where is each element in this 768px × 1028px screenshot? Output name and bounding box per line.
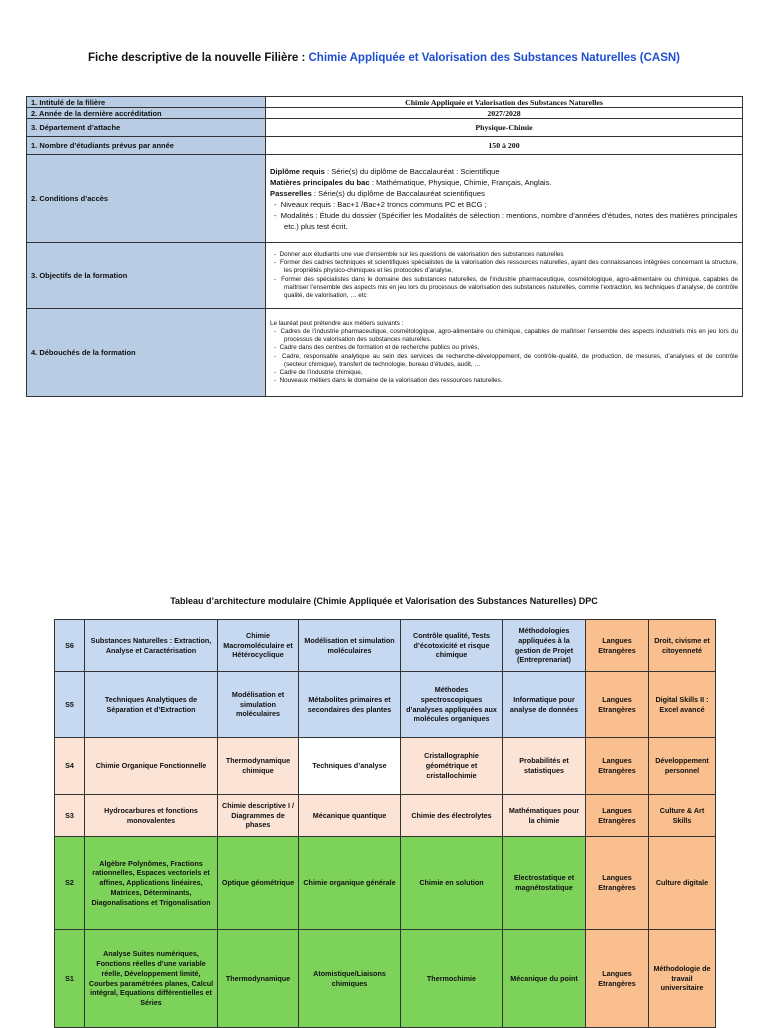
- conditions-matieres: Matières principales du bac : Mathématique, Physique, Chimie, Français, Anglais.: [270, 177, 552, 187]
- module-cell-langues: Langues Etrangères: [586, 837, 649, 930]
- module-cell: Modélisation et simulation moléculaires: [218, 672, 299, 738]
- module-cell: Algèbre Polynômes, Fractions rationnelles, Espaces vectoriels et affines, Applications linéaires, Matrices, Déterminants, Diagonalisations et Trigonalisation: [85, 837, 218, 930]
- module-cell: Techniques Analytiques de Séparation et d’Extraction: [85, 672, 218, 738]
- arch-row-s5: [55, 672, 716, 738]
- module-cell: Méthodologie de travail universitaire: [649, 930, 716, 1028]
- module-cell: Digital Skills II : Excel avancé: [649, 672, 716, 738]
- debouche-item: - Cadre, responsable analytique au sein des services de recherche-développement, de contrôle-qualité, de production, de mesures, d’analyses et de contrôle (secteur chimique), transfert de technologie, bureau d’études, audit, …: [270, 353, 738, 369]
- value-intitule: Chimie Appliquée et Valorisation des Substances Naturelles: [266, 97, 743, 108]
- value-departement: Physique-Chimie: [266, 119, 743, 137]
- debouche-item: - Cadres de l’industrie pharmaceutique, cosmétologique, agro-alimentaire ou chimique, capables de maîtriser l’ensemble des aspects industriels mis en jeu lors du processus de valorisation des substances naturelles.: [270, 328, 738, 344]
- arch-row-s3: [55, 795, 716, 837]
- module-cell: Thermochimie: [401, 930, 503, 1028]
- fiche-row-annee: [27, 108, 743, 119]
- module-cell: Droit, civisme et citoyenneté: [649, 620, 716, 672]
- label-annee: 2. Année de la dernière accréditation: [27, 108, 266, 119]
- conditions-passerelles: Passerelles : Série(s) du diplôme de Baccalauréat scientifiques: [270, 188, 485, 198]
- module-cell: Culture digitale: [649, 837, 716, 930]
- label-debouches: 4. Débouchés de la formation: [27, 309, 266, 397]
- module-cell: Chimie Organique Fonctionnelle: [85, 738, 218, 795]
- conditions-item: - Niveaux requis : Bac+1 /Bac+2 troncs communs PC et BCG ;: [270, 199, 738, 210]
- module-cell: Contrôle qualité, Tests d’écotoxicité et risque chimique: [401, 620, 503, 672]
- arch-row-s1: [55, 930, 716, 1028]
- page-title: [0, 52, 768, 64]
- module-cell: Modélisation et simulation moléculaires: [299, 620, 401, 672]
- debouche-item: - Cadre dans des centres de formation et de recherche publics ou privés,: [270, 344, 738, 352]
- conditions-diplome: Diplôme requis : Série(s) du diplôme de Baccalauréat : Scientifique: [270, 166, 500, 176]
- module-cell: Chimie Macromoléculaire et Hétérocyclique: [218, 620, 299, 672]
- arch-row-s2: [55, 837, 716, 930]
- module-cell: Métabolites primaires et secondaires des plantes: [299, 672, 401, 738]
- conditions-item: - Modalités : Étude du dossier (Spécifier les Modalités de sélection : mentions, nombre d’années d’études, notes des matières principales etc.) plus test écrit.: [270, 210, 738, 232]
- fiche-row-nombre: [27, 137, 743, 155]
- module-cell: Probabilités et statistiques: [503, 738, 586, 795]
- module-cell: Méthodes spectroscopiques d’analyses appliquées aux molécules organiques: [401, 672, 503, 738]
- module-cell: Analyse Suites numériques, Fonctions réelles d’une variable réelle, Développement limité, Courbes paramétrées planes, Calcul intégral, Equations différentielles et Séries: [85, 930, 218, 1028]
- fiche-table: [26, 96, 743, 397]
- label-conditions: 2. Conditions d’accès: [27, 155, 266, 243]
- module-cell: Informatique pour analyse de données: [503, 672, 586, 738]
- page-title-highlight: Chimie Appliquée et Valorisation des Substances Naturelles (CASN): [308, 52, 680, 64]
- fiche-row-debouches: [27, 309, 743, 397]
- objectif-item: - Former des spécialistes dans le domaine des substances naturelles, de l’industrie pharmaceutique, cosmétologique, agro-alimentaire ou chimique, capables de maîtriser l’ensemble des aspects mis en jeu lors du processus de valorisation des substances naturelles, comme l’extraction, les techniques d’analyse, de contrôle qualité, de valorisation, … etc: [270, 276, 738, 301]
- semester-label: S1: [55, 930, 85, 1028]
- debouches-intro: Le lauréat peut prétendre aux métiers suivants :: [270, 319, 404, 327]
- module-cell-langues: Langues Etrangères: [586, 620, 649, 672]
- value-conditions: [266, 155, 743, 243]
- value-objectifs: [266, 243, 743, 309]
- module-cell: Mécanique du point: [503, 930, 586, 1028]
- module-cell: Développement personnel: [649, 738, 716, 795]
- module-cell-langues: Langues Etrangères: [586, 738, 649, 795]
- module-cell: Mécanique quantique: [299, 795, 401, 837]
- module-cell-langues: Langues Etrangères: [586, 672, 649, 738]
- module-cell: Techniques d’analyse: [299, 738, 401, 795]
- module-cell: Méthodologies appliquées à la gestion de Projet (Entreprenariat): [503, 620, 586, 672]
- architecture-title: Tableau d’architecture modulaire (Chimie Appliquée et Valorisation des Substances Naturelles) DPC: [170, 596, 598, 606]
- module-cell: Electrostatique et magnétostatique: [503, 837, 586, 930]
- module-cell-langues: Langues Etrangères: [586, 930, 649, 1028]
- architecture-table: [54, 619, 716, 1028]
- arch-row-s6: [55, 620, 716, 672]
- module-cell: Atomistique/Liaisons chimiques: [299, 930, 401, 1028]
- module-cell: Optique géométrique: [218, 837, 299, 930]
- value-nombre: 150 à 200: [266, 137, 743, 155]
- module-cell: Thermodynamique chimique: [218, 738, 299, 795]
- debouche-item: - Nouveaux métiers dans le domaine de la valorisation des ressources naturelles.: [270, 377, 738, 385]
- module-cell: Hydrocarbures et fonctions monovalentes: [85, 795, 218, 837]
- fiche-row-conditions: [27, 155, 743, 243]
- fiche-row-intitule: [27, 97, 743, 108]
- semester-label: S6: [55, 620, 85, 672]
- semester-label: S5: [55, 672, 85, 738]
- module-cell: Chimie descriptive I / Diagrammes de phases: [218, 795, 299, 837]
- label-departement: 3. Département d’attache: [27, 119, 266, 137]
- semester-label: S2: [55, 837, 85, 930]
- semester-label: S3: [55, 795, 85, 837]
- module-cell: Cristallographie géométrique et cristallochimie: [401, 738, 503, 795]
- module-cell: Chimie en solution: [401, 837, 503, 930]
- objectif-item: - Former des cadres techniques et scientifiques spécialistes de la valorisation des ressources naturelles, ayant des connaissances intégrées concernant la structure, les propriétés physico-chimiques et les protocoles d’analyse,: [270, 259, 738, 275]
- semester-label: S4: [55, 738, 85, 795]
- objectif-item: - Donner aux étudiants une vue d’ensemble sur les questions de valorisation des substances naturelles: [270, 251, 738, 259]
- module-cell: Thermodynamique: [218, 930, 299, 1028]
- value-annee: 2027/2028: [266, 108, 743, 119]
- value-debouches: [266, 309, 743, 397]
- page-title-prefix: Fiche descriptive de la nouvelle Filière :: [88, 52, 309, 64]
- module-cell: Culture & Art Skills: [649, 795, 716, 837]
- arch-row-s4: [55, 738, 716, 795]
- module-cell: Mathématiques pour la chimie: [503, 795, 586, 837]
- fiche-row-objectifs: [27, 243, 743, 309]
- module-cell: Substances Naturelles : Extraction, Analyse et Caractérisation: [85, 620, 218, 672]
- module-cell: Chimie organique générale: [299, 837, 401, 930]
- module-cell-langues: Langues Etrangères: [586, 795, 649, 837]
- fiche-row-departement: [27, 119, 743, 137]
- label-nombre: 1. Nombre d’étudiants prévus par année: [27, 137, 266, 155]
- label-intitule: 1. Intitulé de la filière: [27, 97, 266, 108]
- debouche-item: - Cadre de l’industrie chimique,: [270, 369, 738, 377]
- label-objectifs: 3. Objectifs de la formation: [27, 243, 266, 309]
- module-cell: Chimie des électrolytes: [401, 795, 503, 837]
